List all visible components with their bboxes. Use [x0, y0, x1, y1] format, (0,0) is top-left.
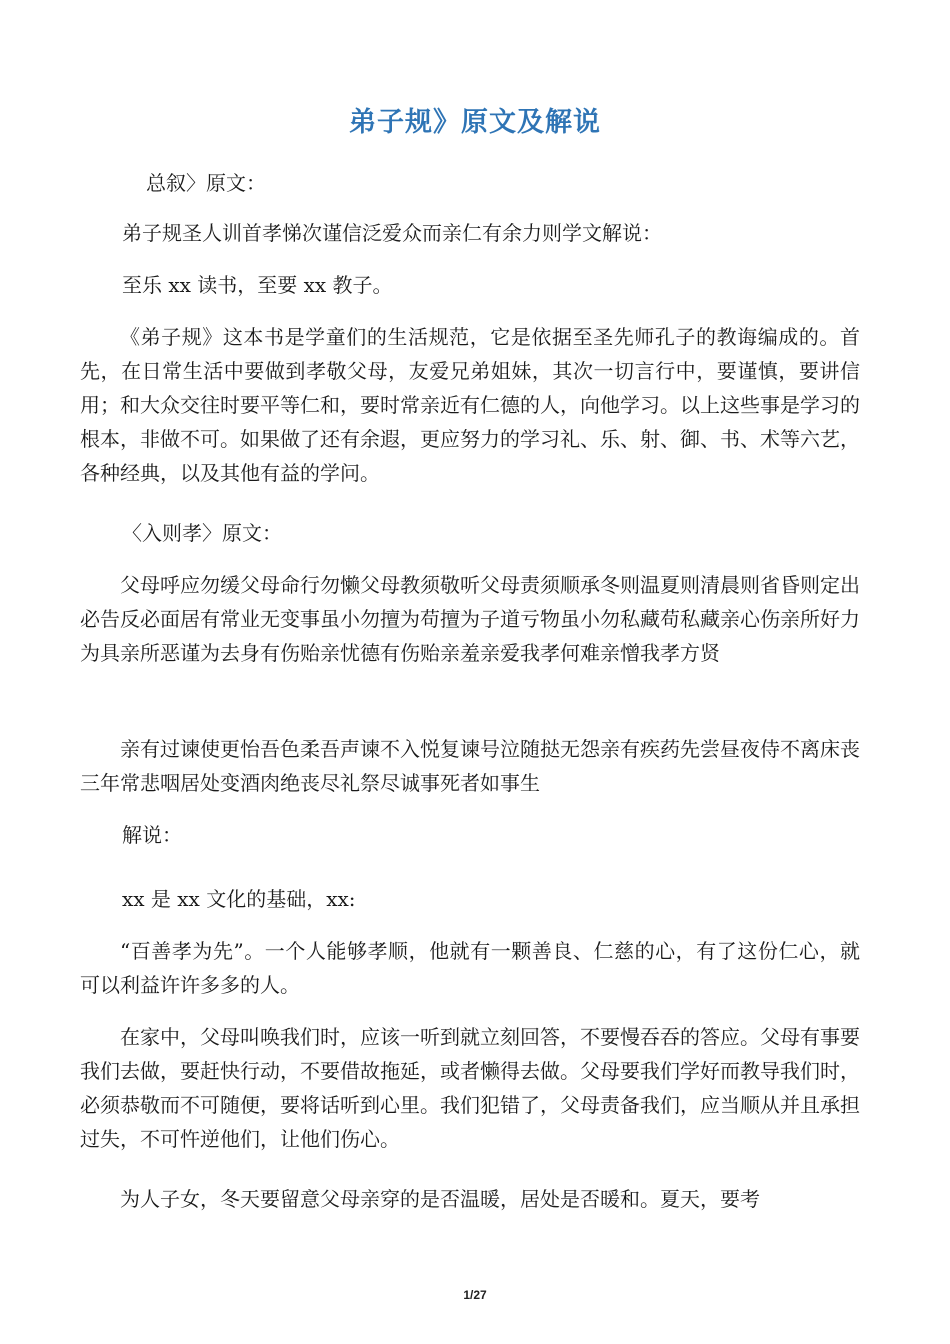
- paragraph: 《弟子规》这本书是学童们的生活规范，它是依据至圣先师孔子的教诲编成的。首先，在日常生活中要做到孝敬父母，友爱兄弟姐妹，其次一切言行中，要谨慎，要讲信用；和大众交往时要平等仁和，要时常亲近有仁德的人，向他学习。以上这些事是学习的根本，非做不可。如果做了还有余遐，更应努力的学习礼、乐、射、御、书、术等六艺，各种经典，以及其他有益的学问。: [80, 325, 860, 485]
- section-heading-filial: 〈入则孝〉原文：: [122, 521, 282, 545]
- paragraph: 父母呼应勿缓父母命行勿懒父母教须敬听父母责须顺承冬则温夏则清晨则省昏则定出必告反必面居有常业无变事虽小勿擅为苟擅为子道亏物虽小勿私藏苟私藏亲心伤亲所好力为具亲所恶谨为去身有伤贻亲忧德有伤贻亲羞亲爱我孝何难亲憎我孝方贤: [80, 573, 860, 665]
- paragraph: 为人子女，冬天要留意父母亲穿的是否温暖，居处是否暖和。夏天，要考: [120, 1187, 760, 1211]
- paragraph: 亲有过谏使更怡吾色柔吾声谏不入悦复谏号泣随挞无怨亲有疾药先尝昼夜侍不离床丧三年常悲咽居处变酒肉绝丧尽礼祭尽诚事死者如事生: [80, 737, 860, 795]
- section-heading-general: 总叙〉原文：: [146, 171, 266, 195]
- paragraph: xx 是 xx 文化的基础，xx:: [122, 887, 356, 911]
- paragraph: 弟子规圣人训首孝悌次谨信泛爱众而亲仁有余力则学文解说：: [122, 221, 662, 245]
- paragraph: “百善孝为先”。一个人能够孝顺，他就有一颗善良、仁慈的心，有了这份仁心，就可以利益许许多多的人。: [80, 939, 860, 997]
- document-title: 弟子规》原文及解说: [349, 107, 601, 138]
- page-number: 1/27: [463, 1288, 487, 1302]
- paragraph: 至乐 xx 读书，至要 xx 教子。: [122, 273, 393, 297]
- section-heading-explanation: 解说：: [122, 823, 182, 847]
- paragraph: 在家中，父母叫唤我们时，应该一听到就立刻回答，不要慢吞吞的答应。父母有事要我们去做，要赶快行动，不要借故拖延，或者懒得去做。父母要我们学好而教导我们时，必须恭敬而不可随便，要将话听到心里。我们犯错了，父母责备我们，应当顺从并且承担过失，不可忤逆他们，让他们伤心。: [80, 1025, 860, 1151]
